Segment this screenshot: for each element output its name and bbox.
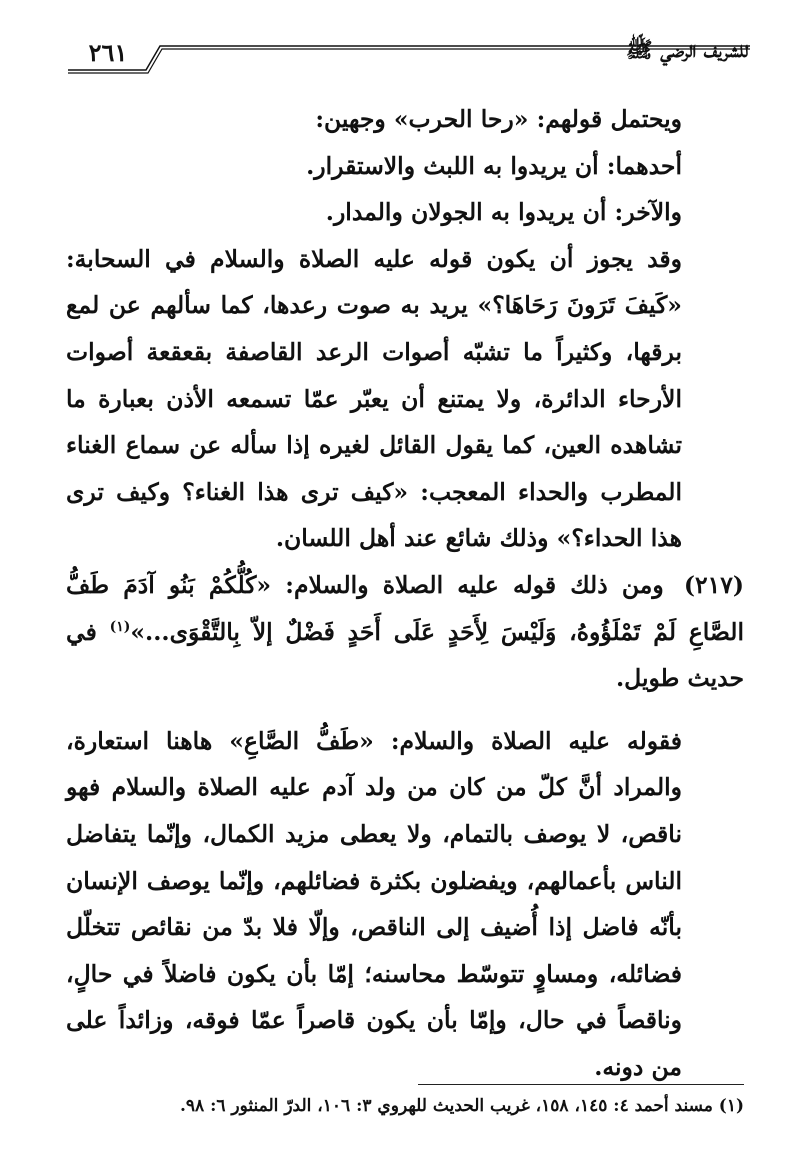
footnote: (١) مسند أحمد ٤: ١٤٥، ١٥٨، غريب الحديث للهروي ٣: ١٠٦، الدرّ المنثور ٦: ٩٨. xyxy=(179,1096,744,1116)
paragraph: والآخر: أن يريدوا به الجولان والمدار. xyxy=(325,198,682,227)
footnote-reference: (١) xyxy=(109,618,131,635)
hadith-number: (٢١٧) xyxy=(683,570,744,599)
spacer xyxy=(66,702,744,718)
hadith-tail: في حديث طويل. xyxy=(66,617,744,693)
page-header xyxy=(68,30,750,74)
page-body xyxy=(66,96,744,1090)
paragraph: ويحتمل قولهم: «رحا الحرب» وجهين: xyxy=(315,105,682,133)
hadith-paragraph xyxy=(66,562,744,702)
page-number: ٢٦١ xyxy=(88,38,128,67)
paragraph: فقوله عليه الصلاة والسلام: «طَفُّ الصَّاعِ» هاهنا استعارة، والمراد أنَّ كلّ من كان من ولد آدم عليه الصلاة والسلام فهو ناقص، لا يوصف بالتمام، ولا يعطى مزيد الكمال، وإنّما يتفاضل الناس بأعمالهم، ويفضلون بكثرة فضائلهم، وإنّما يوصف الإنسان بأنّه فاضل إذا أُضيف إلى الناقص، وإلّا فلا بدّ من نقائص تتخلّل فضائله، ومساوٍ تتوسّط محاسنه؛ إمّا بأن يكون فاضلاً في حالٍ، وناقصاً في حال، وإمّا بأن يكون قاصراً عمّا فوقه، وزائداً على من دونه. xyxy=(66,726,682,1081)
hadith-quote: «كُلُّكُمْ بَنُو آدَمَ طَفُّ الصَّاعِ لَمْ تَمْلَؤُوهُ، وَلَيْسَ لِأَحَدٍ عَلَى أَحَدٍ فَضْلٌ إلاّ بِالتَّقْوَى...» xyxy=(66,570,744,646)
hadith-intro: ومن ذلك قوله عليه الصلاة والسلام: xyxy=(285,570,664,599)
paragraph: وقد يجوز أن يكون قوله عليه الصلاة والسلام في السحابة: «كَيفَ تَرَونَ رَحَاهَا؟» يريد به صوت رعدها، كما سألهم عن لمع برقها، وكثيراً ما تشبّه أصوات الرعد القاصفة بقعقعة أصوات الأرحاء الدائرة، ولا يمتنع أن يعبّر عمّا تسمعه الأذن بعبارة ما تشاهده العين، كما يقول القائل لغيره إذا سأله عن سماع الغناء المطرب والحداء المعجب: «كيف ترى هذا الغناء؟ وكيف ترى هذا الحداء؟» وذلك شائع عند أهل اللسان. xyxy=(66,244,682,553)
footnote-divider xyxy=(418,1084,744,1085)
running-title: للشريف الرضي ﷺ xyxy=(625,37,748,63)
paragraph: أحدهما: أن يريدوا به اللبث والاستقرار. xyxy=(306,151,682,180)
